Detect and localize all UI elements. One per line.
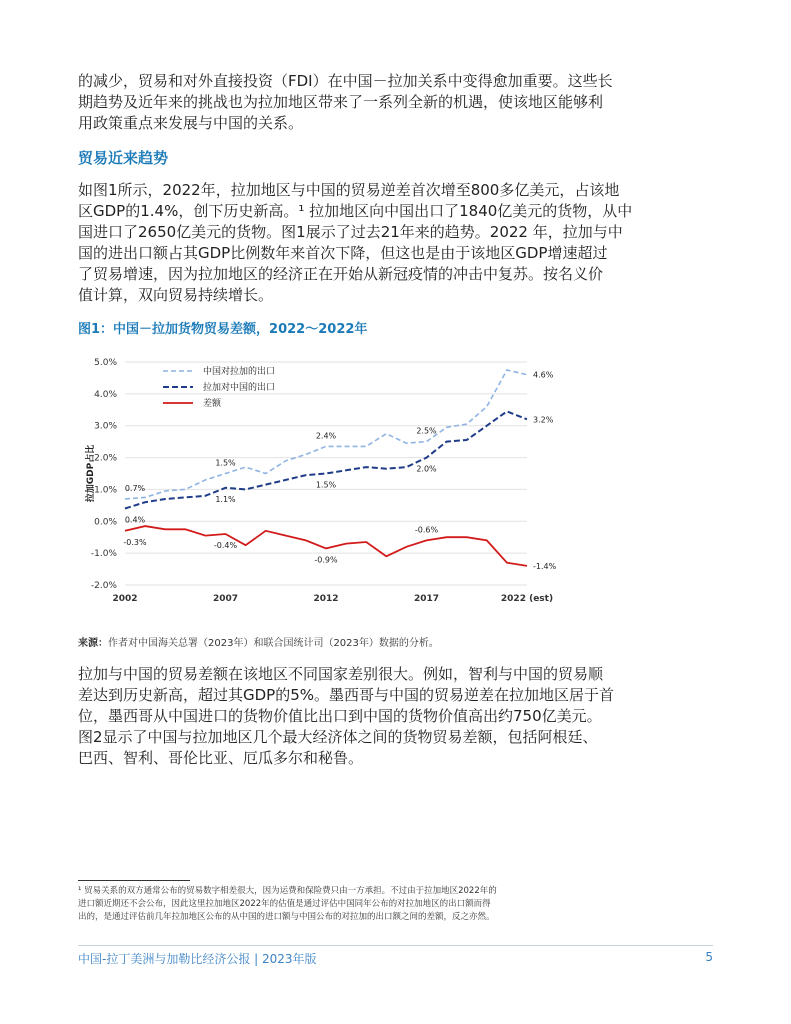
text-line: 拉加与中国的贸易差额在该地区不同国家差别很大。例如，智利与中国的贸易顺 <box>78 665 604 683</box>
footnote-line: 进口额近期还不会公布，因此这里拉加地区2022年的估值是通过评估中国同年公布的对拉加地区的出口额而得 <box>78 899 491 909</box>
data-label: 1.5% <box>315 480 337 490</box>
source-label: 来源： <box>78 638 108 649</box>
data-label: 1.1% <box>215 494 236 504</box>
text-line: 值计算，双向贸易持续增长。 <box>78 286 274 304</box>
y-tick-label: 5.0% <box>94 358 117 368</box>
y-tick-label: 0.0% <box>94 517 117 528</box>
y-tick-label: 4.0% <box>94 389 117 400</box>
y-axis-label: 拉加GDP占比 <box>86 444 96 503</box>
data-label: -0.9% <box>314 555 338 565</box>
x-tick-label: 2007 <box>212 594 239 604</box>
text-line: 图2显示了中国与拉加地区几个最大经济体之间的货物贸易差额，包括阿根廷、 <box>78 728 598 746</box>
y-tick-label: -2.0% <box>90 581 117 591</box>
data-label: -0.4% <box>213 541 238 551</box>
legend-label: 中国对拉加的出口 <box>203 367 276 377</box>
text-line: 用政策重点来发展与中国的关系。 <box>78 114 304 132</box>
footnote-line: 出的，是通过评估前几年拉加地区公布的从中国的进口额与中国公布的对拉加的出口额之间的差额，反之亦然。 <box>78 912 495 922</box>
page-number: 5 <box>705 950 713 964</box>
data-label: 0.7% <box>124 483 146 493</box>
trade-balance-chart <box>78 345 578 610</box>
text-line: 期趋势及近年来的挑战也为拉加地区带来了一系列全新的机遇，使该地区能够利 <box>78 93 604 111</box>
footer-publication: 中国-拉丁美洲与加勒比经济公报 | 2023年版 <box>78 952 317 966</box>
x-tick-label: 2022 (est) <box>500 594 554 604</box>
data-label: -0.3% <box>123 537 147 547</box>
x-tick-label: 2012 <box>313 594 339 604</box>
data-label: 3.2% <box>533 415 554 425</box>
data-label: 2.4% <box>315 431 337 441</box>
data-label: -1.4% <box>533 561 557 571</box>
footer-divider <box>78 945 713 946</box>
text-line: 位，墨西哥从中国进口的货物价值比出口到中国的货物价值高出约750亿美元。 <box>78 707 602 725</box>
data-label: -0.6% <box>414 525 439 535</box>
data-label: 2.5% <box>416 426 437 436</box>
y-tick-label: 1.0% <box>94 485 117 496</box>
trade-paragraph <box>78 180 718 306</box>
text-line: 巴西、智利、哥伦比亚、厄瓜多尔和秘鲁。 <box>78 749 364 767</box>
text-line: 国进口了2650亿美元的货物。图1展示了过去21年来的趋势。2022 年，拉加与中 <box>78 223 623 241</box>
text-line: 国的进出口额占其GDP比例数年来首次下降，但这也是由于该地区GDP增速超过 <box>78 244 608 262</box>
footnote <box>78 885 718 924</box>
text-line: 如图1所示，2022年，拉加地区与中国的贸易逆差首次增至800多亿美元，占该地 <box>78 181 620 199</box>
data-label: 0.4% <box>124 515 146 525</box>
intro-paragraph <box>78 71 718 134</box>
source-text: 作者对中国海关总署（2023年）和联合国统计司（2023年）数据的分析。 <box>108 638 439 649</box>
data-label: 1.5% <box>215 458 236 468</box>
data-label: 4.6% <box>533 370 554 380</box>
figure-title: 图1：中国－拉加货物贸易差额，2022～2022年 <box>78 322 368 337</box>
y-tick-label: 3.0% <box>94 421 117 432</box>
x-tick-label: 2017 <box>413 594 440 604</box>
footnote-divider <box>78 880 190 881</box>
footnote-line: ¹ 贸易关系的双方通常公布的贸易数字相差很大，因为运费和保险费只由一方承担。不过由于拉加地区2022年的 <box>78 886 497 896</box>
section-heading: 贸易近来趋势 <box>78 149 169 167</box>
y-tick-label: -1.0% <box>90 549 117 560</box>
legend-label: 差额 <box>203 399 222 409</box>
figure-source <box>78 634 439 649</box>
text-line: 的减少，贸易和对外直接投资（FDI）在中国－拉加关系中变得愈加重要。这些长 <box>78 72 613 90</box>
text-line: 了贸易增速，因为拉加地区的经济正在开始从新冠疫情的冲击中复苏。按名义价 <box>78 265 604 283</box>
text-line: 差达到历史新高，超过其GDP的5%。墨西哥与中国的贸易逆差在拉加地区居于首 <box>78 686 615 704</box>
y-tick-label: 2.0% <box>94 453 117 464</box>
data-label: 2.0% <box>416 464 437 474</box>
text-line: 区GDP的1.4%，创下历史新高。¹ 拉加地区向中国出口了1840亿美元的货物，从中 <box>78 202 633 220</box>
legend-label: 拉加对中国的出口 <box>203 383 276 393</box>
balance-paragraph <box>78 664 718 769</box>
x-tick-label: 2002 <box>112 594 138 604</box>
